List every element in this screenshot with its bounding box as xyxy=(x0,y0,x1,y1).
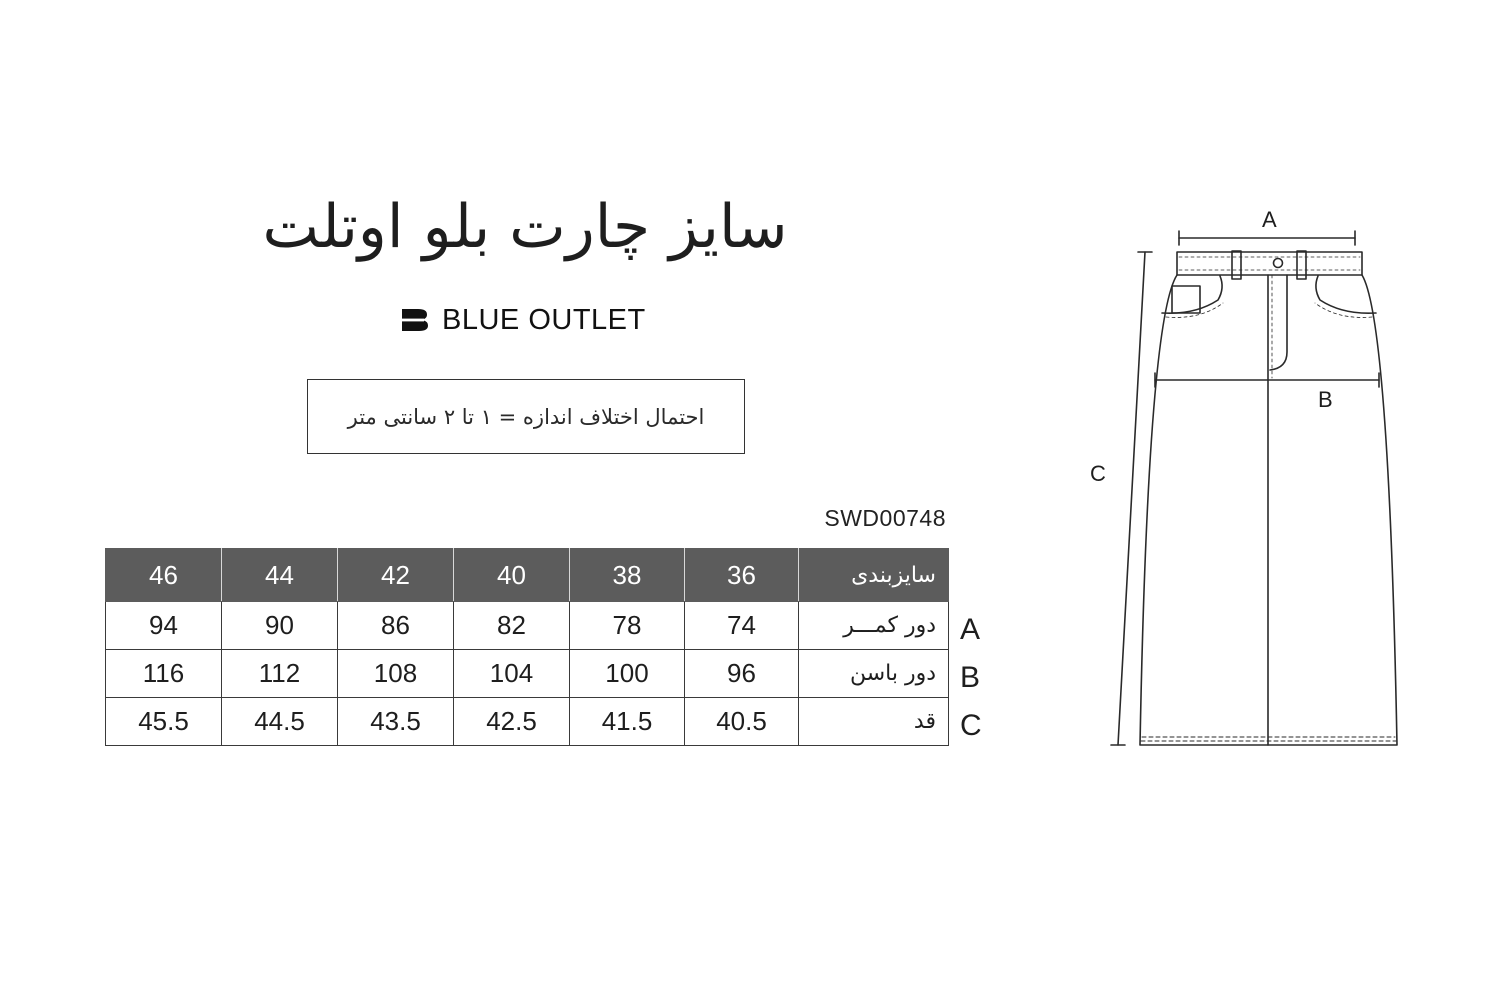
table-row-waist xyxy=(106,602,949,650)
table-cell: 108 xyxy=(338,650,454,698)
table-header-row xyxy=(106,549,949,602)
dimension-line-a xyxy=(1179,231,1355,245)
table-cell: 96 xyxy=(685,650,799,698)
table-cell: 86 xyxy=(338,602,454,650)
table-cell: 41.5 xyxy=(570,698,685,746)
table-cell: 104 xyxy=(454,650,570,698)
diagram-label-a: A xyxy=(1262,207,1277,232)
measurement-letter-b: B xyxy=(960,661,981,694)
table-cell: 43.5 xyxy=(338,698,454,746)
skirt-outline xyxy=(1140,251,1397,745)
dimension-line-c xyxy=(1111,252,1152,745)
table-cell: 44.5 xyxy=(222,698,338,746)
row-label-cell: دور کمـــر xyxy=(799,602,949,650)
size-header-cell: 36 xyxy=(685,549,799,602)
size-header-cell: 40 xyxy=(454,549,570,602)
measurement-letter-c: C xyxy=(960,709,982,742)
table-cell: 116 xyxy=(106,650,222,698)
size-header-cell: 46 xyxy=(106,549,222,602)
header-label-cell: سایزبندی xyxy=(799,549,949,602)
row-label-cell: قد xyxy=(799,698,949,746)
table-row-length xyxy=(106,698,949,746)
row-label-cell: دور باسن xyxy=(799,650,949,698)
page-title: سایز چارت بلو اوتلت xyxy=(262,192,788,262)
measurement-letter-a: A xyxy=(960,613,981,646)
b-logo-icon xyxy=(400,307,430,333)
size-header-cell: 44 xyxy=(222,549,338,602)
size-table xyxy=(105,548,949,746)
skirt-diagram xyxy=(1060,195,1420,765)
size-header-cell: 38 xyxy=(570,549,685,602)
table-cell: 42.5 xyxy=(454,698,570,746)
diagram-label-c: C xyxy=(1090,461,1106,486)
table-cell: 94 xyxy=(106,602,222,650)
table-cell: 78 xyxy=(570,602,685,650)
table-row-hip xyxy=(106,650,949,698)
table-cell: 90 xyxy=(222,602,338,650)
table-cell: 100 xyxy=(570,650,685,698)
table-cell: 74 xyxy=(685,602,799,650)
table-cell: 82 xyxy=(454,602,570,650)
diagram-label-b: B xyxy=(1318,387,1333,412)
product-code: SWD00748 xyxy=(824,505,946,531)
size-header-cell: 42 xyxy=(338,549,454,602)
measurement-letters xyxy=(960,602,1000,746)
table-cell: 45.5 xyxy=(106,698,222,746)
brand-name: BLUE OUTLET xyxy=(442,303,646,336)
size-tolerance-notice: احتمال اختلاف اندازه = ۱ تا ۲ سانتی متر xyxy=(307,379,745,454)
table-cell: 112 xyxy=(222,650,338,698)
table-cell: 40.5 xyxy=(685,698,799,746)
dimension-line-b xyxy=(1155,373,1379,387)
brand-logo xyxy=(400,300,646,340)
